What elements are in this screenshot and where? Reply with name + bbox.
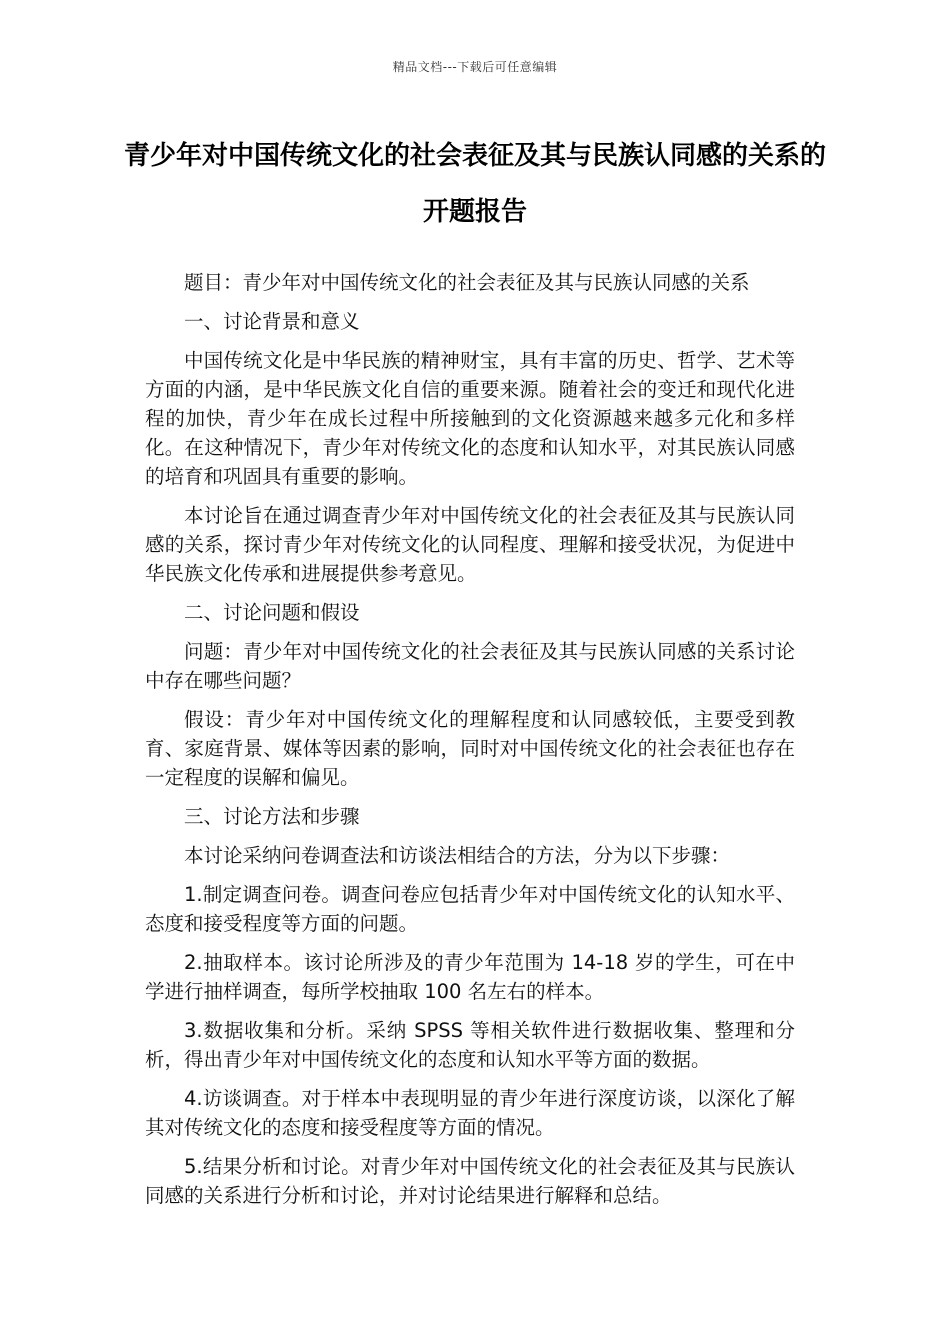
section-heading-background: 一、讨论背景和意义 xyxy=(184,310,360,333)
header-note: 精品文档---下载后可任意编辑 xyxy=(392,60,558,74)
question-paragraph: 问题：青少年对中国传统文化的社会表征及其与民族认同感的关系讨论中存在哪些问题？ xyxy=(145,640,795,692)
document-body xyxy=(145,268,795,1220)
step-item: 4.访谈调查。对于样本中表现明显的青少年进行深度访谈，以深化了解其对传统文化的态度和接受程度等方面的情况。 xyxy=(145,1087,795,1139)
step-item: 2.抽取样本。该讨论所涉及的青少年范围为 14-18 岁的学生，可在中学进行抽样调查，每所学校抽取 100 名左右的样本。 xyxy=(145,951,795,1003)
step-item: 1.制定调查问卷。调查问卷应包括青少年对中国传统文化的认知水平、态度和接受程度等方面的问题。 xyxy=(145,883,795,935)
step-item: 3.数据收集和分析。采纳 SPSS 等相关软件进行数据收集、整理和分析，得出青少年对中国传统文化的态度和认知水平等方面的数据。 xyxy=(145,1019,795,1071)
step-item: 5.结果分析和讨论。对青少年对中国传统文化的社会表征及其与民族认同感的关系进行分析和讨论，并对讨论结果进行解释和总结。 xyxy=(145,1155,795,1207)
document-title: 青少年对中国传统文化的社会表征及其与民族认同感的关系的开题报告 xyxy=(123,141,826,227)
topic-line: 题目：青少年对中国传统文化的社会表征及其与民族认同感的关系 xyxy=(184,271,750,294)
purpose-paragraph: 本讨论旨在通过调查青少年对中国传统文化的社会表征及其与民族认同感的关系，探讨青少年对传统文化的认同程度、理解和接受状况，为促进中华民族文化传承和进展提供参考意见。 xyxy=(145,504,795,585)
background-paragraph: 中国传统文化是中华民族的精神财宝，具有丰富的历史、哲学、艺术等方面的内涵，是中华民族文化自信的重要来源。随着社会的变迁和现代化进程的加快，青少年在成长过程中所接触到的文化资源越来越多元化和多样化。在这种情况下，青少年对传统文化的态度和认知水平，对其民族认同感的培育和巩固具有重要的影响。 xyxy=(145,349,795,488)
methods-intro-paragraph: 本讨论采纳问卷调查法和访谈法相结合的方法，分为以下步骤： xyxy=(184,844,731,867)
hypothesis-paragraph: 假设：青少年对中国传统文化的理解程度和认同感较低，主要受到教育、家庭背景、媒体等因素的影响，同时对中国传统文化的社会表征也存在一定程度的误解和偏见。 xyxy=(145,708,795,789)
section-heading-questions: 二、讨论问题和假设 xyxy=(184,601,360,624)
section-heading-methods: 三、讨论方法和步骤 xyxy=(184,805,360,828)
